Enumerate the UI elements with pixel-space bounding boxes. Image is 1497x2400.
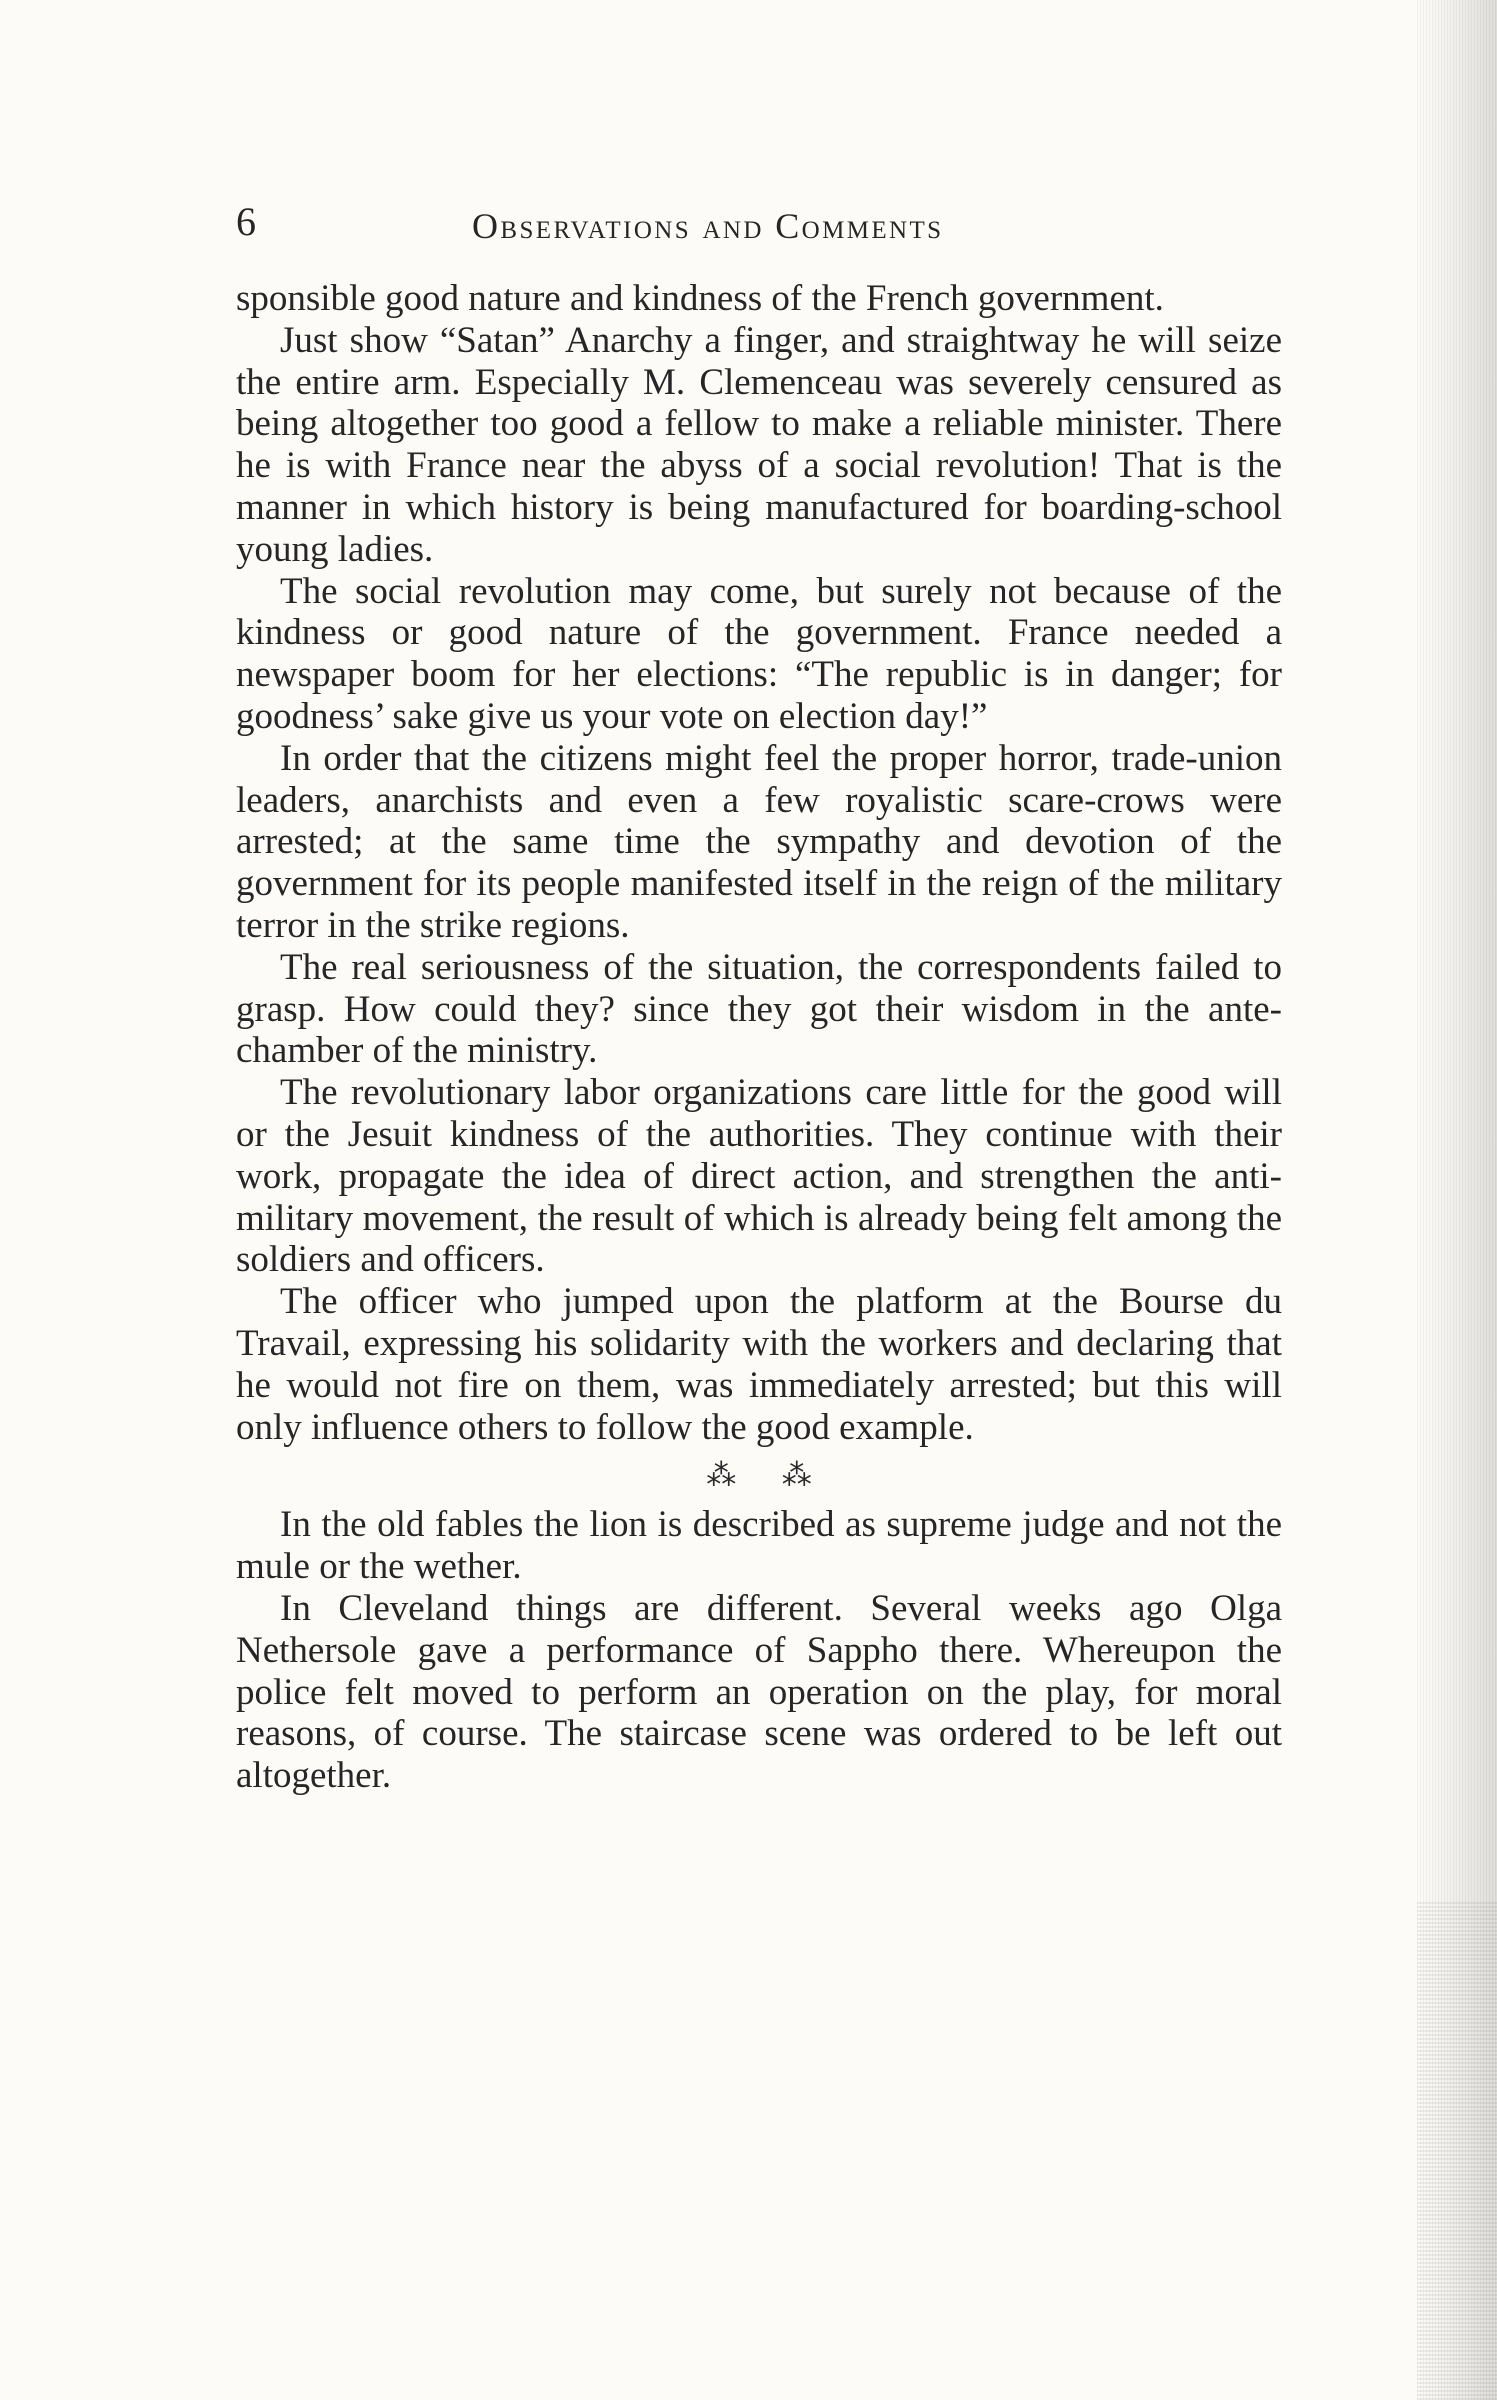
running-head: Observations and Comments [472, 206, 944, 246]
paragraph: Just show “Satan” Anarchy a finger, and straightway he will seize the entire arm. Especially M. Clemenceau was severely censured as being altogether too good a fellow to make a reliable minister. There he is with France near the abyss of a social revolution! That is the manner in which history is being manufactured for boarding-school young ladies. [236, 319, 1282, 570]
paragraph: In Cleveland things are different. Several weeks ago Olga Nethersole gave a performance of Sappho there. Whereupon the police felt moved to perform an operation on the play, for moral reasons, of course. The staircase scene was ordered to be left out altogether. [236, 1587, 1282, 1797]
paragraph: sponsible good nature and kindness of the French government. [236, 278, 1164, 319]
paragraph: The revolutionary labor organizations care little for the good will or the Jesuit kindness of the authorities. They continue with their work, propagate the idea of direct action, and strengthen the anti-military movement, the result of which is already being felt among the soldiers and officers. [236, 1072, 1282, 1281]
page-edge [1417, 0, 1497, 2400]
section-ornament: ⁂ ⁂ [706, 1458, 830, 1494]
body-text [236, 278, 1282, 1797]
page-number: 6 [236, 199, 256, 244]
paragraph: In order that the citizens might feel the proper horror, trade-union leaders, anarchists and even a few royalistic scare-crows were arrested; at the same time the sympathy and devotion of the government for its people manifested itself in the reign of the military terror in the strike regions. [236, 737, 1282, 946]
paragraph: In the old fables the lion is described as supreme judge and not the mule or the wether. [236, 1504, 1282, 1588]
paragraph: The social revolution may come, but surely not because of the kindness or good nature of the government. France needed a newspaper boom for her elections: “The republic is in danger; for goodness’ sake give us your vote on election day!” [236, 570, 1282, 737]
paragraph: The real seriousness of the situation, the correspondents failed to grasp. How could they? since they got their wisdom in the ante-chamber of the ministry. [236, 946, 1282, 1072]
page-header [236, 196, 1282, 256]
paragraph: The officer who jumped upon the platform at the Bourse du Travail, expressing his solidarity with the workers and declaring that he would not fire on them, was immediately arrested; but this will only influence others to follow the good example. [236, 1281, 1282, 1448]
